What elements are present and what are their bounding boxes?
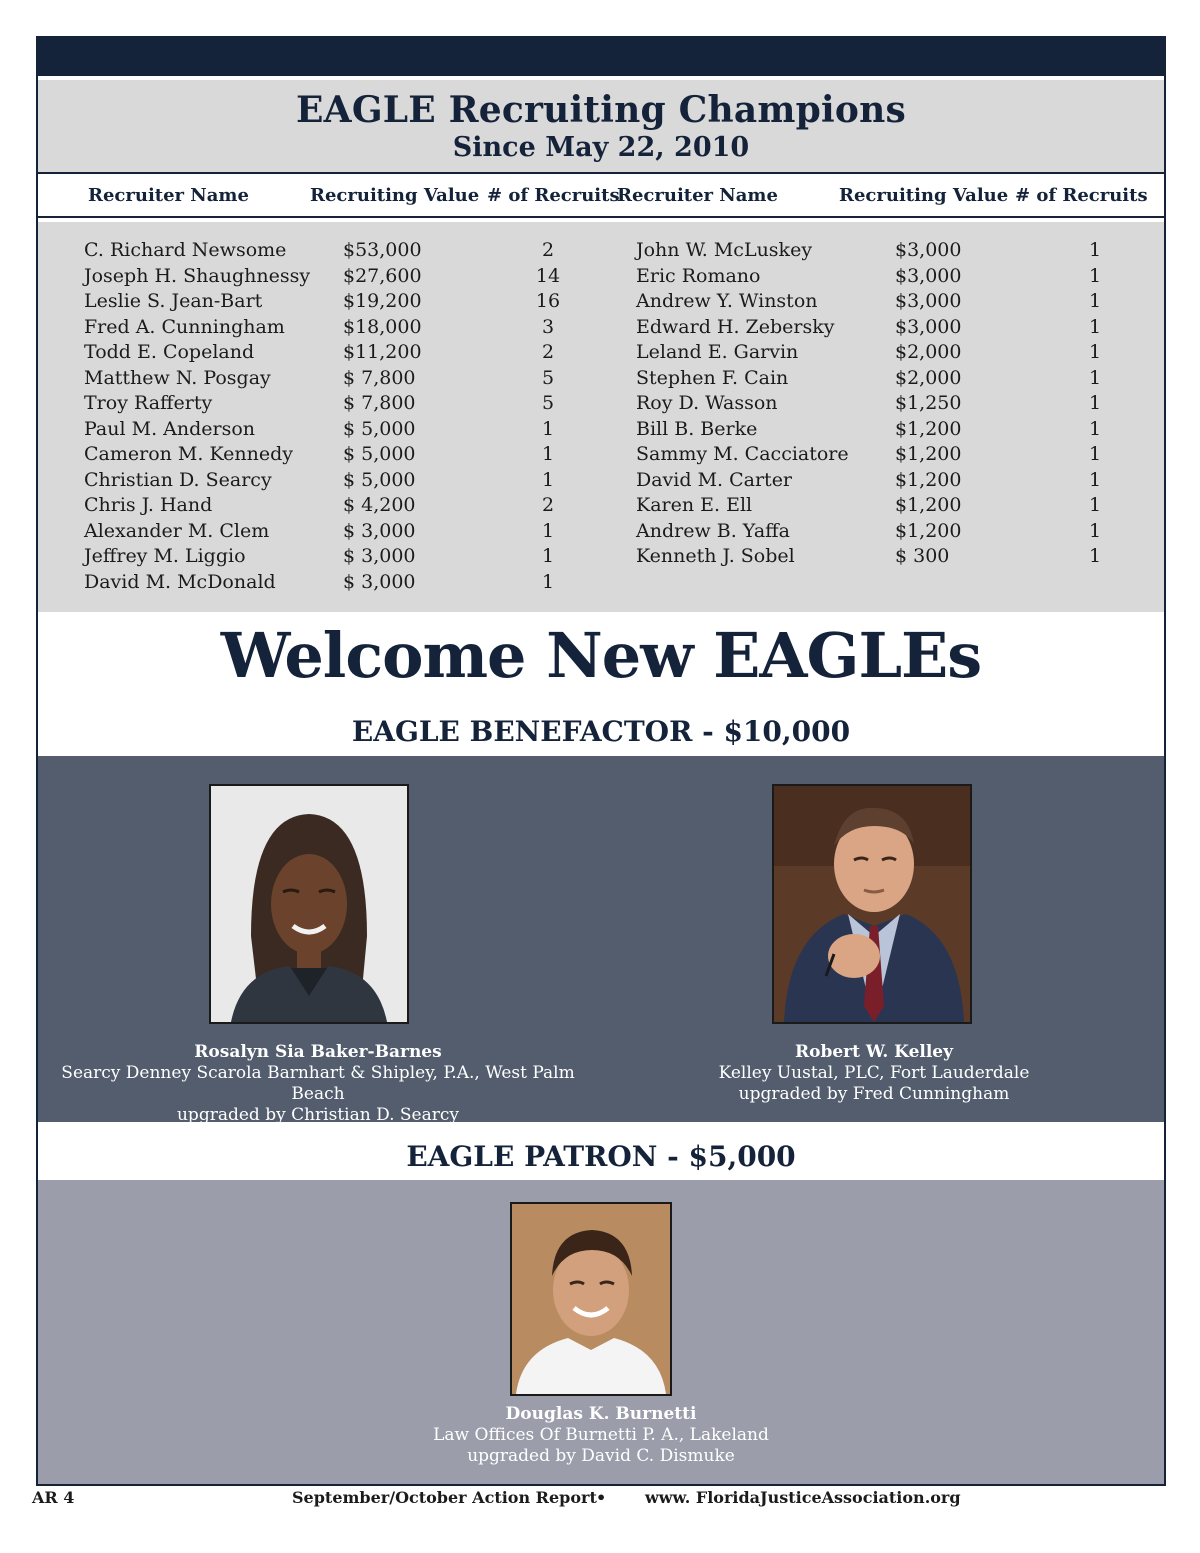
recruiter-name: David M. McDonald bbox=[84, 570, 276, 593]
benefactor-photo-2 bbox=[772, 784, 972, 1024]
footer-publication: September/October Action Report bbox=[292, 1488, 597, 1507]
portrait-man bbox=[774, 786, 970, 1022]
right-recruits-column bbox=[1080, 238, 1110, 570]
recruits-count: 1 bbox=[541, 443, 555, 465]
benefactor-upgraded-2: upgraded by Fred Cunningham bbox=[738, 1084, 1010, 1104]
recruits-count: 1 bbox=[1088, 341, 1102, 363]
recruits-count: 2 bbox=[541, 494, 555, 516]
recruiter-name: C. Richard Newsome bbox=[84, 239, 287, 261]
column-header-name-right: Recruiter Name bbox=[617, 185, 778, 206]
recruiting-value: $ 5,000 bbox=[343, 443, 416, 465]
recruiter-name: Joseph H. Shaughnessy bbox=[84, 264, 311, 287]
recruiter-name: Andrew Y. Winston bbox=[636, 290, 818, 312]
recruiting-value: $1,200 bbox=[895, 494, 962, 516]
recruiter-name: John W. McLuskey bbox=[636, 239, 813, 261]
recruiter-name: David M. Carter bbox=[636, 468, 793, 491]
recruiter-name: Edward H. Zebersky bbox=[636, 315, 835, 338]
title-band bbox=[38, 80, 1164, 174]
page-subtitle: Since May 22, 2010 bbox=[452, 132, 750, 163]
patron-name: Douglas K. Burnetti bbox=[505, 1404, 697, 1424]
recruiting-value: $1,200 bbox=[895, 468, 962, 491]
top-bar bbox=[38, 38, 1164, 76]
footer-page-number: AR 4 bbox=[32, 1488, 75, 1507]
benefactor-firm-1: Searcy Denney Scarola Barnhart & Shipley, P.A., West Palm Beach bbox=[61, 1063, 575, 1104]
recruits-count: 1 bbox=[1088, 290, 1102, 312]
patron-photo bbox=[510, 1202, 672, 1396]
recruiter-name: Todd E. Copeland bbox=[84, 341, 255, 363]
recruits-count: 1 bbox=[1088, 417, 1102, 440]
patron-caption bbox=[378, 1404, 824, 1467]
patron-heading: EAGLE PATRON - $5,000 bbox=[406, 1140, 796, 1173]
recruiter-name: Matthew N. Posgay bbox=[84, 366, 271, 389]
recruiter-name: Cameron M. Kennedy bbox=[84, 443, 293, 465]
recruits-count: 1 bbox=[1088, 239, 1102, 261]
recruits-count: 1 bbox=[1088, 468, 1102, 491]
benefactor-name-2: Robert W. Kelley bbox=[794, 1042, 953, 1062]
recruiter-name: Sammy M. Cacciatore bbox=[636, 443, 849, 465]
recruiter-name: Alexander M. Clem bbox=[84, 519, 270, 542]
recruits-count: 1 bbox=[541, 519, 555, 542]
patron-band bbox=[38, 1180, 1164, 1484]
recruiting-value: $3,000 bbox=[895, 290, 962, 312]
recruits-count: 1 bbox=[1088, 264, 1102, 287]
benefactor-firm-2: Kelley Uustal, PLC, Fort Lauderdale bbox=[718, 1063, 1030, 1083]
column-header-value-left: Recruiting Value bbox=[310, 185, 480, 206]
recruiting-value: $19,200 bbox=[343, 290, 422, 312]
recruiter-name: Stephen F. Cain bbox=[636, 366, 789, 389]
page-title: EAGLE Recruiting Champions bbox=[296, 89, 906, 131]
recruiting-value: $ 300 bbox=[895, 545, 950, 567]
recruits-count: 1 bbox=[1088, 315, 1102, 338]
recruits-count: 1 bbox=[1088, 392, 1102, 414]
recruits-count: 1 bbox=[541, 545, 555, 567]
recruiting-value: $ 3,000 bbox=[343, 545, 416, 567]
benefactor-photo-1 bbox=[209, 784, 409, 1024]
recruiting-value: $ 5,000 bbox=[343, 417, 416, 440]
recruiting-value: $3,000 bbox=[895, 239, 962, 261]
benefactor-upgraded-1: upgraded by Christian D. Searcy bbox=[176, 1105, 460, 1125]
portrait-patron bbox=[512, 1204, 670, 1394]
footer-website[interactable]: www. FloridaJusticeAssociation.org bbox=[645, 1488, 961, 1507]
recruits-count: 3 bbox=[541, 315, 555, 338]
recruiter-name: Chris J. Hand bbox=[84, 494, 213, 516]
recruiter-name: Leslie S. Jean-Bart bbox=[84, 290, 263, 312]
benefactor-heading: EAGLE BENEFACTOR - $10,000 bbox=[351, 715, 851, 748]
recruiter-name: Christian D. Searcy bbox=[84, 468, 272, 491]
recruiting-value: $ 7,800 bbox=[343, 366, 416, 389]
recruiting-value: $ 7,800 bbox=[343, 392, 416, 414]
recruits-count: 1 bbox=[1088, 494, 1102, 516]
recruits-count: 14 bbox=[535, 264, 561, 287]
recruiting-value: $18,000 bbox=[343, 315, 422, 338]
table-header bbox=[38, 176, 1164, 218]
recruiting-value: $1,200 bbox=[895, 519, 962, 542]
recruits-count: 1 bbox=[1088, 366, 1102, 389]
recruits-count: 2 bbox=[541, 341, 555, 363]
benefactor-name-1: Rosalyn Sia Baker-Barnes bbox=[194, 1042, 442, 1062]
recruiting-value: $2,000 bbox=[895, 366, 962, 389]
recruiter-name: Karen E. Ell bbox=[636, 494, 753, 516]
page-frame bbox=[36, 36, 1166, 1486]
benefactor-band bbox=[38, 756, 1164, 1125]
right-names-column bbox=[636, 238, 876, 570]
recruiter-name: Andrew B. Yaffa bbox=[636, 519, 791, 542]
recruits-count: 2 bbox=[541, 239, 555, 261]
recruiting-value: $11,200 bbox=[343, 341, 422, 363]
column-header-recruits-left: # of Recruits bbox=[487, 185, 620, 206]
recruits-count: 5 bbox=[541, 392, 555, 414]
recruiter-name: Troy Rafferty bbox=[84, 392, 213, 414]
benefactor-caption-2 bbox=[634, 1042, 1114, 1105]
recruiter-name: Roy D. Wasson bbox=[636, 392, 778, 414]
patron-firm: Law Offices Of Burnetti P. A., Lakeland bbox=[433, 1425, 769, 1445]
recruiting-value: $ 3,000 bbox=[343, 570, 416, 593]
recruiting-value: $27,600 bbox=[343, 264, 422, 287]
recruiting-value: $53,000 bbox=[343, 239, 422, 261]
recruits-count: 1 bbox=[541, 570, 555, 593]
recruiting-value: $3,000 bbox=[895, 315, 962, 338]
recruiters-table bbox=[38, 222, 1164, 612]
portrait-woman bbox=[211, 786, 407, 1022]
recruiter-name: Paul M. Anderson bbox=[84, 417, 256, 440]
recruiting-value: $1,200 bbox=[895, 443, 962, 465]
recruiter-name: Bill B. Berke bbox=[636, 417, 758, 440]
column-header-value-right: Recruiting Value bbox=[839, 185, 1009, 206]
welcome-heading: Welcome New EAGLEs bbox=[220, 619, 982, 692]
right-values-column bbox=[895, 238, 995, 570]
recruiter-name: Fred A. Cunningham bbox=[84, 315, 285, 338]
recruiting-value: $2,000 bbox=[895, 341, 962, 363]
recruiting-value: $ 3,000 bbox=[343, 519, 416, 542]
recruiter-name: Kenneth J. Sobel bbox=[636, 545, 795, 567]
recruits-count: 1 bbox=[1088, 443, 1102, 465]
recruiting-value: $3,000 bbox=[895, 264, 962, 287]
recruiting-value: $ 4,200 bbox=[343, 494, 416, 516]
recruits-count: 16 bbox=[535, 290, 561, 312]
recruits-count: 1 bbox=[541, 417, 555, 440]
recruits-count: 1 bbox=[541, 468, 555, 491]
footer-bullet: • bbox=[596, 1488, 607, 1507]
column-header-name-left: Recruiter Name bbox=[88, 185, 249, 206]
benefactor-caption-1 bbox=[58, 1042, 578, 1126]
recruiter-name: Jeffrey M. Liggio bbox=[84, 545, 246, 567]
recruits-count: 5 bbox=[541, 366, 555, 389]
recruiter-name: Eric Romano bbox=[636, 264, 761, 287]
patron-upgraded: upgraded by David C. Dismuke bbox=[467, 1446, 735, 1466]
recruits-count: 1 bbox=[1088, 545, 1102, 567]
recruiting-value: $ 5,000 bbox=[343, 468, 416, 491]
recruiter-name: Leland E. Garvin bbox=[636, 341, 799, 363]
column-header-recruits-right: # of Recruits bbox=[1015, 185, 1148, 206]
left-values-column bbox=[343, 238, 443, 595]
recruiting-value: $1,200 bbox=[895, 417, 962, 440]
recruiting-value: $1,250 bbox=[895, 392, 962, 414]
recruits-count: 1 bbox=[1088, 519, 1102, 542]
left-recruits-column bbox=[528, 238, 568, 595]
left-names-column bbox=[84, 238, 324, 595]
